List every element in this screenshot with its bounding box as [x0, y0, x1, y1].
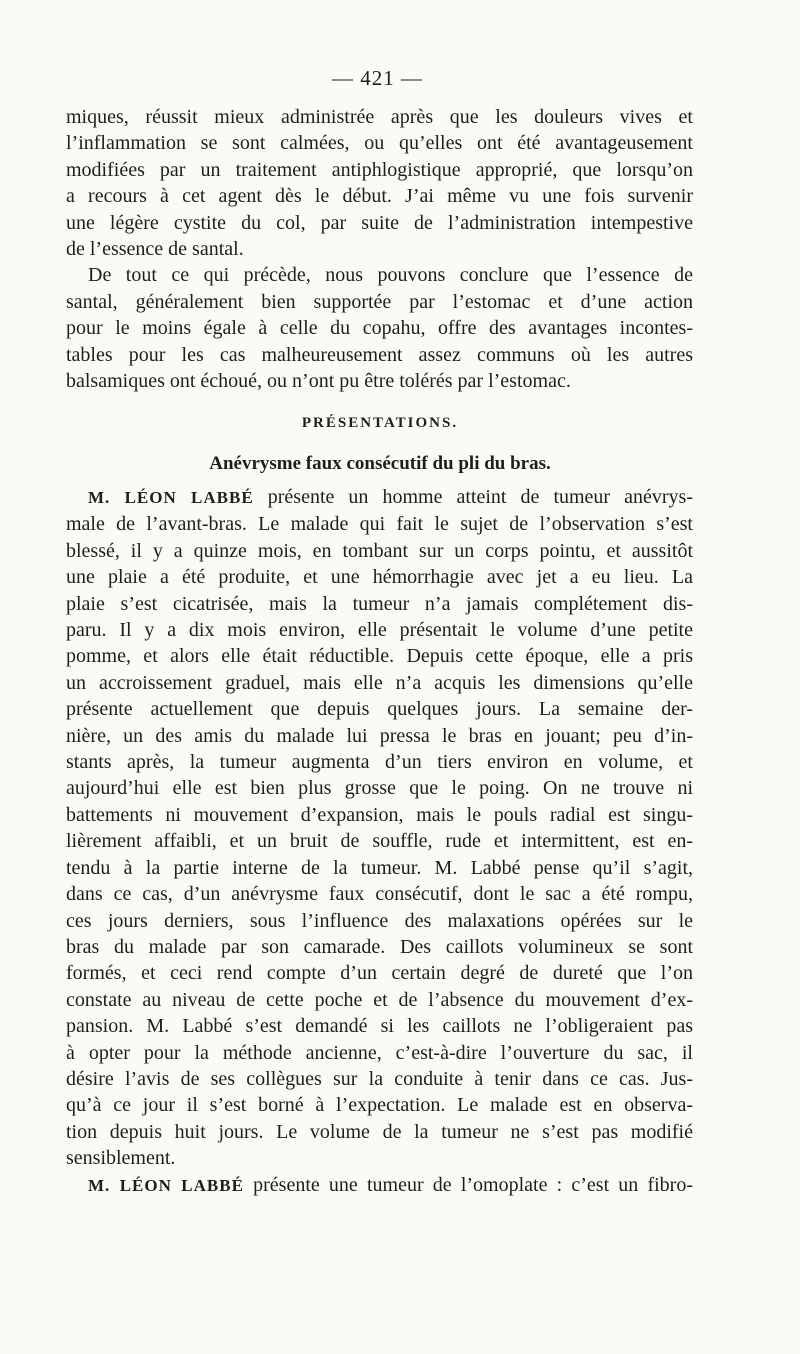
paragraph-3-line: aujourd’hui elle est bien plus grosse que le poing. On ne trouve ni [66, 777, 693, 800]
paragraph-3-line: ces jours derniers, sous l’influence des malaxations opérées sur le [66, 909, 693, 932]
paragraph-3-line: un accroissement graduel, mais elle n’a acquis les dimensions qu’elle [66, 671, 693, 694]
speaker-name: M. LÉON LABBÉ [88, 488, 254, 507]
paragraph-3-line: tion depuis huit jours. Le volume de la tumeur ne s’est pas modifié [66, 1120, 693, 1143]
paragraph-3-line: bras du malade par son camarade. Des caillots volumineux se sont [66, 935, 693, 958]
paragraph-4-first-line-text: présente une tumeur de l’omoplate : c’est un fibro- [253, 1173, 694, 1196]
paragraph-3-line: nière, un des amis du malade lui pressa le bras en jouant; peu d’in- [66, 724, 693, 747]
subsection-title: Anévrysme faux consécutif du pli du bras. [209, 453, 551, 474]
paragraph-3-line: une plaie a été produite, et une hémorrhagie avec jet a eu lieu. La [66, 566, 693, 589]
paragraph-1-line: a recours à cet agent dès le début. J’ai même vu une fois survenir [66, 185, 693, 208]
paragraph-3-line: désire l’avis de ses collègues sur la conduite à tenir dans ce cas. Jus- [66, 1067, 693, 1090]
page-number: — 421 — [332, 66, 423, 90]
paragraph-2-line: De tout ce qui précède, nous pouvons conclure que l’essence de [88, 264, 693, 287]
paragraph-3-line: à opter pour la méthode ancienne, c’est-à-dire l’ouverture du sac, il [66, 1041, 693, 1064]
paragraph-3-first-line-text: présente un homme atteint de tumeur anévrys- [267, 486, 693, 508]
paragraph-3-line: plaie s’est cicatrisée, mais la tumeur n’a jamais complétement dis- [66, 592, 693, 615]
paragraph-3-line: tendu à la partie interne de la tumeur. M. Labbé pense qu’il s’agit, [66, 856, 693, 879]
paragraph-3-line: lièrement affaibli, et un bruit de souffle, rude et intermittent, est en- [66, 830, 693, 853]
paragraph-3-line: dans ce cas, d’un anévrysme faux consécutif, dont le sac a été rompu, [66, 883, 693, 906]
paragraph-3-line: constate au niveau de cette poche et de l’absence du mouvement d’ex- [66, 988, 693, 1011]
speaker-name: M. LÉON LABBÉ [88, 1175, 244, 1195]
paragraph-3-line: blessé, il y a quinze mois, en tombant sur un corps pointu, et aussitôt [66, 539, 693, 562]
paragraph-3-line: sensiblement. [66, 1147, 176, 1170]
paragraph-1-line: modifiées par un traitement antiphlogistique approprié, que lorsqu’on [66, 158, 693, 181]
intro-text-block [66, 104, 693, 394]
paragraph-3-line: stants après, la tumeur augmenta d’un tiers environ en volume, et [66, 751, 693, 774]
paragraph-3-line: présente actuellement que depuis quelques jours. La semaine der- [66, 698, 693, 721]
paragraph-2-line: santal, généralement bien supportée par l’estomac et d’une action [66, 290, 693, 313]
presentation-text-block [66, 484, 693, 1199]
paragraph-4-first-line [66, 1172, 693, 1199]
paragraph-3-line: male de l’avant-bras. Le malade qui fait le sujet de l’observation s’est [66, 513, 693, 536]
paragraph-1-line: de l’essence de santal. [66, 238, 244, 261]
section-title: PRÉSENTATIONS. [301, 415, 459, 431]
paragraph-3-line: formés, et ceci rend compte d’un certain degré de dureté que l’on [66, 962, 693, 985]
paragraph-3-line: pomme, et alors elle était réductible. Depuis cette époque, elle a pris [66, 645, 693, 668]
paragraph-3-line: pansion. M. Labbé s’est demandé si les caillots ne l’obligeraient pas [66, 1015, 693, 1038]
paragraph-2-line: pour le moins égale à celle du copahu, offre des avantages incontes- [66, 317, 693, 340]
paragraph-3-line: battements ni mouvement d’expansion, mais le pouls radial est singu- [66, 803, 693, 826]
paragraph-3-line: paru. Il y a dix mois environ, elle présentait le volume d’une petite [66, 619, 693, 642]
paragraph-1-line: l’inflammation se sont calmées, ou qu’elles ont été avantageusement [66, 132, 693, 155]
paragraph-1-line: une légère cystite du col, par suite de l’administration intempestive [66, 211, 693, 234]
paragraph-2-line: balsamiques ont échoué, ou n’ont pu être tolérés par l’estomac. [66, 370, 571, 393]
paragraph-3-first-line [66, 484, 693, 511]
paragraph-3-line: qu’à ce jour il s’est borné à l’expectation. Le malade est en observa- [66, 1094, 693, 1117]
paragraph-2-line: tables pour les cas malheureusement assez communs où les autres [66, 343, 693, 366]
paragraph-1-line: miques, réussit mieux administrée après que les douleurs vives et [66, 106, 693, 128]
